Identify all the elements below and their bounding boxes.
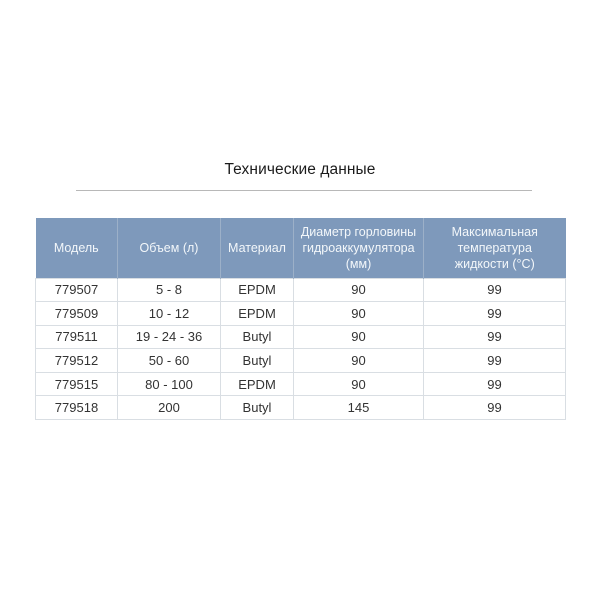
cell-neck-diameter: 90: [294, 278, 424, 302]
table-body: [36, 278, 566, 420]
cell-neck-diameter: 90: [294, 372, 424, 396]
cell-volume: 50 - 60: [118, 349, 221, 373]
cell-neck-diameter: 90: [294, 325, 424, 349]
cell-model: 779507: [36, 278, 118, 302]
cell-max-temperature: 99: [424, 372, 566, 396]
cell-neck-diameter: 90: [294, 349, 424, 373]
cell-model: 779511: [36, 325, 118, 349]
column-header-max-temperature: Максимальная температура жидкости (°C): [424, 218, 566, 278]
cell-volume: 19 - 24 - 36: [118, 325, 221, 349]
column-header-neck-diameter: Диаметр горловины гидроаккумулятора (мм): [294, 218, 424, 278]
column-header-material: Материал: [221, 218, 294, 278]
cell-material: EPDM: [221, 372, 294, 396]
cell-volume: 10 - 12: [118, 302, 221, 326]
cell-max-temperature: 99: [424, 349, 566, 373]
cell-max-temperature: 99: [424, 278, 566, 302]
cell-max-temperature: 99: [424, 325, 566, 349]
cell-model: 779518: [36, 396, 118, 420]
header-row: [36, 218, 566, 278]
cell-volume: 80 - 100: [118, 372, 221, 396]
technical-data-table: [35, 218, 566, 420]
column-header-volume: Объем (л): [118, 218, 221, 278]
cell-model: 779512: [36, 349, 118, 373]
cell-volume: 200: [118, 396, 221, 420]
table-row: [36, 325, 566, 349]
table-row: [36, 372, 566, 396]
table-row: [36, 396, 566, 420]
page-title: Технические данные: [224, 161, 376, 178]
cell-model: 779515: [36, 372, 118, 396]
column-header-model: Модель: [36, 218, 118, 278]
cell-material: EPDM: [221, 278, 294, 302]
table-row: [36, 349, 566, 373]
table-row: [36, 302, 566, 326]
title-divider: [76, 190, 532, 191]
cell-max-temperature: 99: [424, 396, 566, 420]
cell-neck-diameter: 145: [294, 396, 424, 420]
cell-volume: 5 - 8: [118, 278, 221, 302]
cell-material: Butyl: [221, 325, 294, 349]
cell-material: Butyl: [221, 396, 294, 420]
cell-model: 779509: [36, 302, 118, 326]
cell-max-temperature: 99: [424, 302, 566, 326]
cell-material: EPDM: [221, 302, 294, 326]
cell-material: Butyl: [221, 349, 294, 373]
table-header: [36, 218, 566, 278]
table-row: [36, 278, 566, 302]
cell-neck-diameter: 90: [294, 302, 424, 326]
